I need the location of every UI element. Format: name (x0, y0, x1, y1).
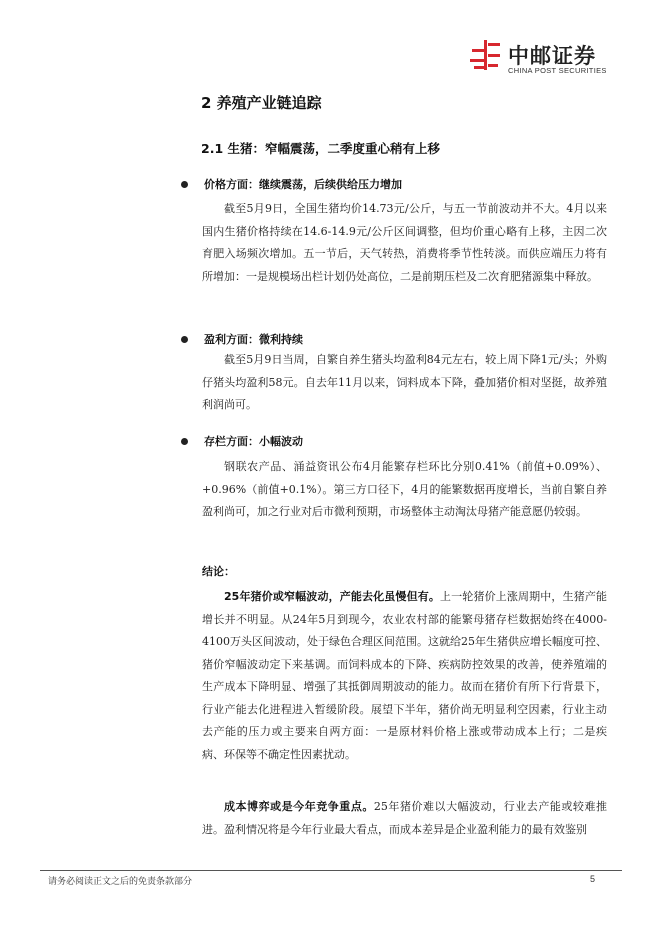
paragraph-profit: 截至5月9日当周，自繁自养生猪头均盈利84元左右，较上周下降1元/头；外购仔猪头均盈利58元。自去年11月以来，饲料成本下降，叠加猪价相对坚挺，故养殖利润尚可。 (202, 353, 607, 411)
conclusion-p1-lead: 25年猪价或窄幅波动，产能去化虽慢但有。 (224, 590, 441, 603)
page-number: 5 (590, 874, 596, 884)
china-post-logo-icon (468, 38, 502, 72)
conclusion-p2-body: 25年猪价难以大幅波动，行业去产能或较难推进。盈利情况将是今年行业最大看点，而成本差异是企业盈利能力的最有效鉴别 (202, 800, 607, 836)
bullet-heading: 价格方面：继续震荡，后续供给压力增加 (204, 178, 402, 191)
company-logo (468, 38, 628, 80)
conclusion-p2-lead: 成本博弈或是今年竞争重点。 (224, 800, 374, 813)
conclusion-label: 结论： (202, 565, 235, 578)
bullet-dot-icon (181, 438, 188, 445)
section-title: 2 养殖产业链追踪 (201, 94, 322, 112)
brand-name-cn: 中邮证券 (508, 44, 596, 68)
bullet-dot-icon (181, 181, 188, 188)
conclusion-paragraph-1 (202, 586, 607, 766)
footer-disclaimer: 请务必阅读正文之后的免责条款部分 (48, 877, 193, 887)
subsection-title: 2.1 生猪：窄幅震荡，二季度重心稍有上移 (201, 141, 440, 156)
paragraph-price: 截至5月9日，全国生猪均价14.73元/公斤，与五一节前波动并不大。4月以来国内生猪价格持续在14.6-14.9元/公斤区间调整，但均价重心略有上移，主因二次育肥入场频次增加。五一节后，天气转热，消费将季节性转淡。而供应端压力将有所增加：一是规模场出栏计划仍处高位，二是前期压栏及二次育肥猪源集中释放。 (202, 202, 607, 283)
paragraph-inventory: 钢联农产品、涌益资讯公布4月能繁存栏环比分别0.41%（前值+0.09%）、+0.96%（前值+0.1%）。第三方口径下，4月的能繁数据再度增长，当前自繁自养盈利尚可，加之行业对后市微利预期，市场整体主动淘汰母猪产能意愿仍较弱。 (202, 460, 607, 518)
conclusion-p1-body: 上一轮猪价上涨周期中，生猪产能增长并不明显。从24年5月到现今，农业农村部的能繁母猪存栏数据始终在4000-4100万头区间波动，处于绿色合理区间范围。这就给25年生猪供应增长幅度可控、猪价窄幅波动定下来基调。而饲料成本的下降、疾病防控效果的改善，使养殖端的生产成本下降明显、增强了其抵御周期波动的能力。故而在猪价有所下行背景下，行业产能去化进程进入暂缓阶段。展望下半年，猪价尚无明显利空因素，行业主动去产能的压力或主要来自两方面：一是原材料价格上涨或带动成本上行；二是疾病、环保等不确定性因素扰动。 (202, 590, 608, 761)
brand-name-en: CHINA POST SECURITIES (508, 66, 607, 75)
conclusion-paragraph-2 (202, 796, 607, 841)
bullet-heading: 存栏方面：小幅波动 (204, 435, 303, 448)
bullet-heading: 盈利方面：微利持续 (204, 333, 303, 346)
bullet-dot-icon (181, 336, 188, 343)
footer-divider (40, 870, 622, 871)
